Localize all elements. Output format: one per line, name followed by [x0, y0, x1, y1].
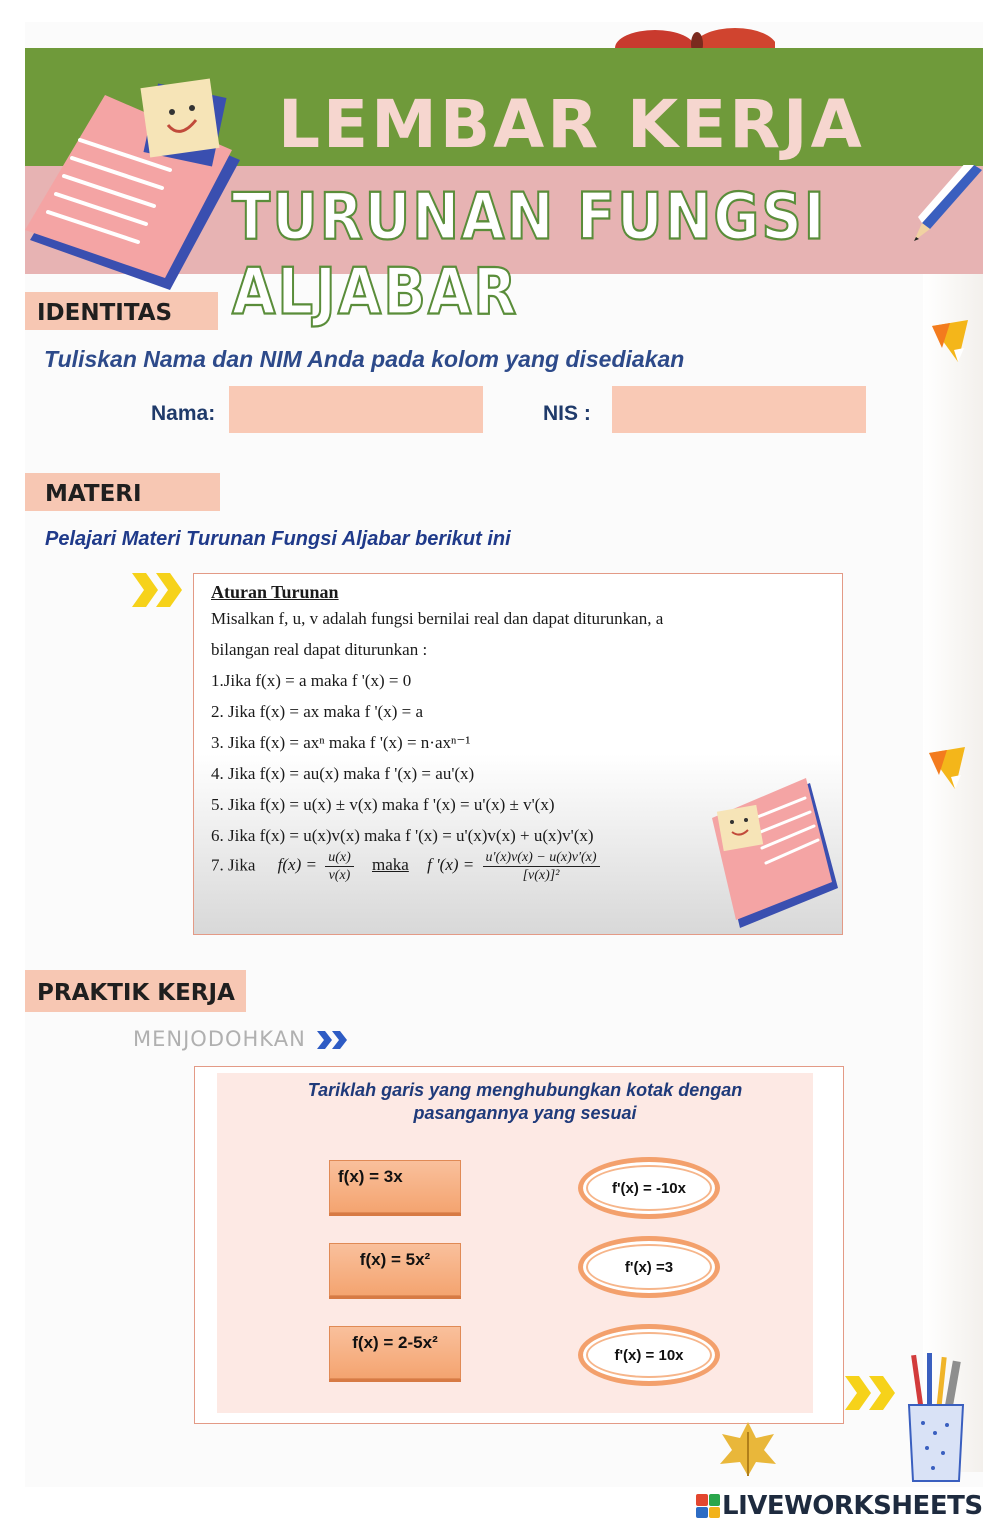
liveworksheets-logo-icon: [696, 1494, 720, 1518]
matching-instruction-line: Tariklah garis yang menghubungkan kotak dengan: [307, 1080, 743, 1100]
matching-exercise-card: [194, 1066, 844, 1424]
menjodohkan-label: [133, 1027, 349, 1051]
matching-instruction-line: pasangannya yang sesuai: [413, 1103, 637, 1123]
autumn-leaf-decoration: [718, 1420, 778, 1478]
chevron-right-icon: [132, 573, 184, 607]
notebook-icon: [710, 778, 840, 928]
chevron-right-icon: [317, 1031, 349, 1049]
page-title: LEMBAR KERJA: [278, 86, 865, 163]
derivative-fraction: [483, 849, 600, 884]
materi-section-label: MATERI: [25, 473, 220, 511]
quotient-fraction: [325, 849, 354, 884]
materi-card-title: Aturan Turunan: [211, 582, 339, 602]
notebook-icon: [20, 50, 260, 290]
rule-item: 4. Jika f(x) = au(x) maka f '(x) = au'(x): [211, 764, 475, 783]
name-input[interactable]: [229, 386, 483, 433]
function-box[interactable]: f(x) = 3x: [329, 1160, 461, 1213]
rule-item: 2. Jika f(x) = ax maka f '(x) = a: [211, 702, 423, 721]
function-box[interactable]: f(x) = 2-5x²: [329, 1326, 461, 1379]
candy-corn-decoration: [925, 745, 967, 793]
rule7-lhs2: f '(x) =: [427, 855, 475, 875]
rule7-maka: maka: [372, 855, 409, 875]
materi-card-intro: bilangan real dapat diturunkan :: [211, 640, 428, 659]
materi-instruction: Pelajari Materi Turunan Fungsi Aljabar berikut ini: [45, 528, 511, 550]
derivative-oval[interactable]: f'(x) =3: [578, 1236, 720, 1298]
rule-item: 6. Jika f(x) = u(x)v(x) maka f '(x) = u'(x)v(x) + u(x)v'(x): [211, 826, 594, 845]
page-subtitle: TURUNAN FUNGSI ALJABAR: [232, 180, 827, 330]
rule-item: 5. Jika f(x) = u(x) ± v(x) maka f '(x) = u'(x) ± v'(x): [211, 795, 555, 814]
chevron-right-icon: [845, 1376, 897, 1410]
function-box[interactable]: f(x) = 5x²: [329, 1243, 461, 1296]
materi-card-intro: Misalkan f, u, v adalah fungsi bernilai real dan dapat diturunkan, a: [211, 609, 664, 628]
pencil-cup-icon: [905, 1353, 967, 1485]
liveworksheets-logo: [696, 1493, 983, 1519]
rule-item-quotient: [211, 849, 604, 884]
rule-item: 3. Jika f(x) = axⁿ maka f '(x) = n·axⁿ⁻¹: [211, 733, 471, 752]
identitas-section-label: IDENTITAS: [25, 292, 218, 330]
pencil-icon: [912, 165, 987, 245]
rule7-prefix: 7. Jika: [211, 855, 256, 875]
apple-decoration: [615, 18, 775, 50]
fraction-numerator: u(x): [325, 849, 354, 867]
derivative-oval[interactable]: f'(x) = 10x: [578, 1324, 720, 1386]
nis-input[interactable]: [612, 386, 866, 433]
menjodohkan-text: MENJODOHKAN: [133, 1027, 306, 1051]
fraction-numerator: u'(x)v(x) − u(x)v'(x): [483, 849, 600, 867]
matching-instruction: [245, 1079, 805, 1125]
liveworksheets-brand-text: LIVEWORKSHEETS: [722, 1491, 983, 1521]
candy-corn-decoration: [928, 318, 970, 366]
praktik-section-label: PRAKTIK KERJA: [25, 970, 246, 1012]
name-field-label: Nama:: [151, 402, 216, 425]
identitas-instruction: Tuliskan Nama dan NIM Anda pada kolom yang disediakan: [44, 346, 685, 372]
derivative-oval[interactable]: f'(x) = -10x: [578, 1157, 720, 1219]
rule-item: 1.Jika f(x) = a maka f '(x) = 0: [211, 671, 412, 690]
fraction-denominator: v(x): [328, 868, 351, 883]
rule7-lhs: f(x) =: [277, 855, 317, 875]
nis-field-label: NIS :: [543, 402, 591, 425]
fraction-denominator: [v(x)]²: [522, 868, 560, 883]
